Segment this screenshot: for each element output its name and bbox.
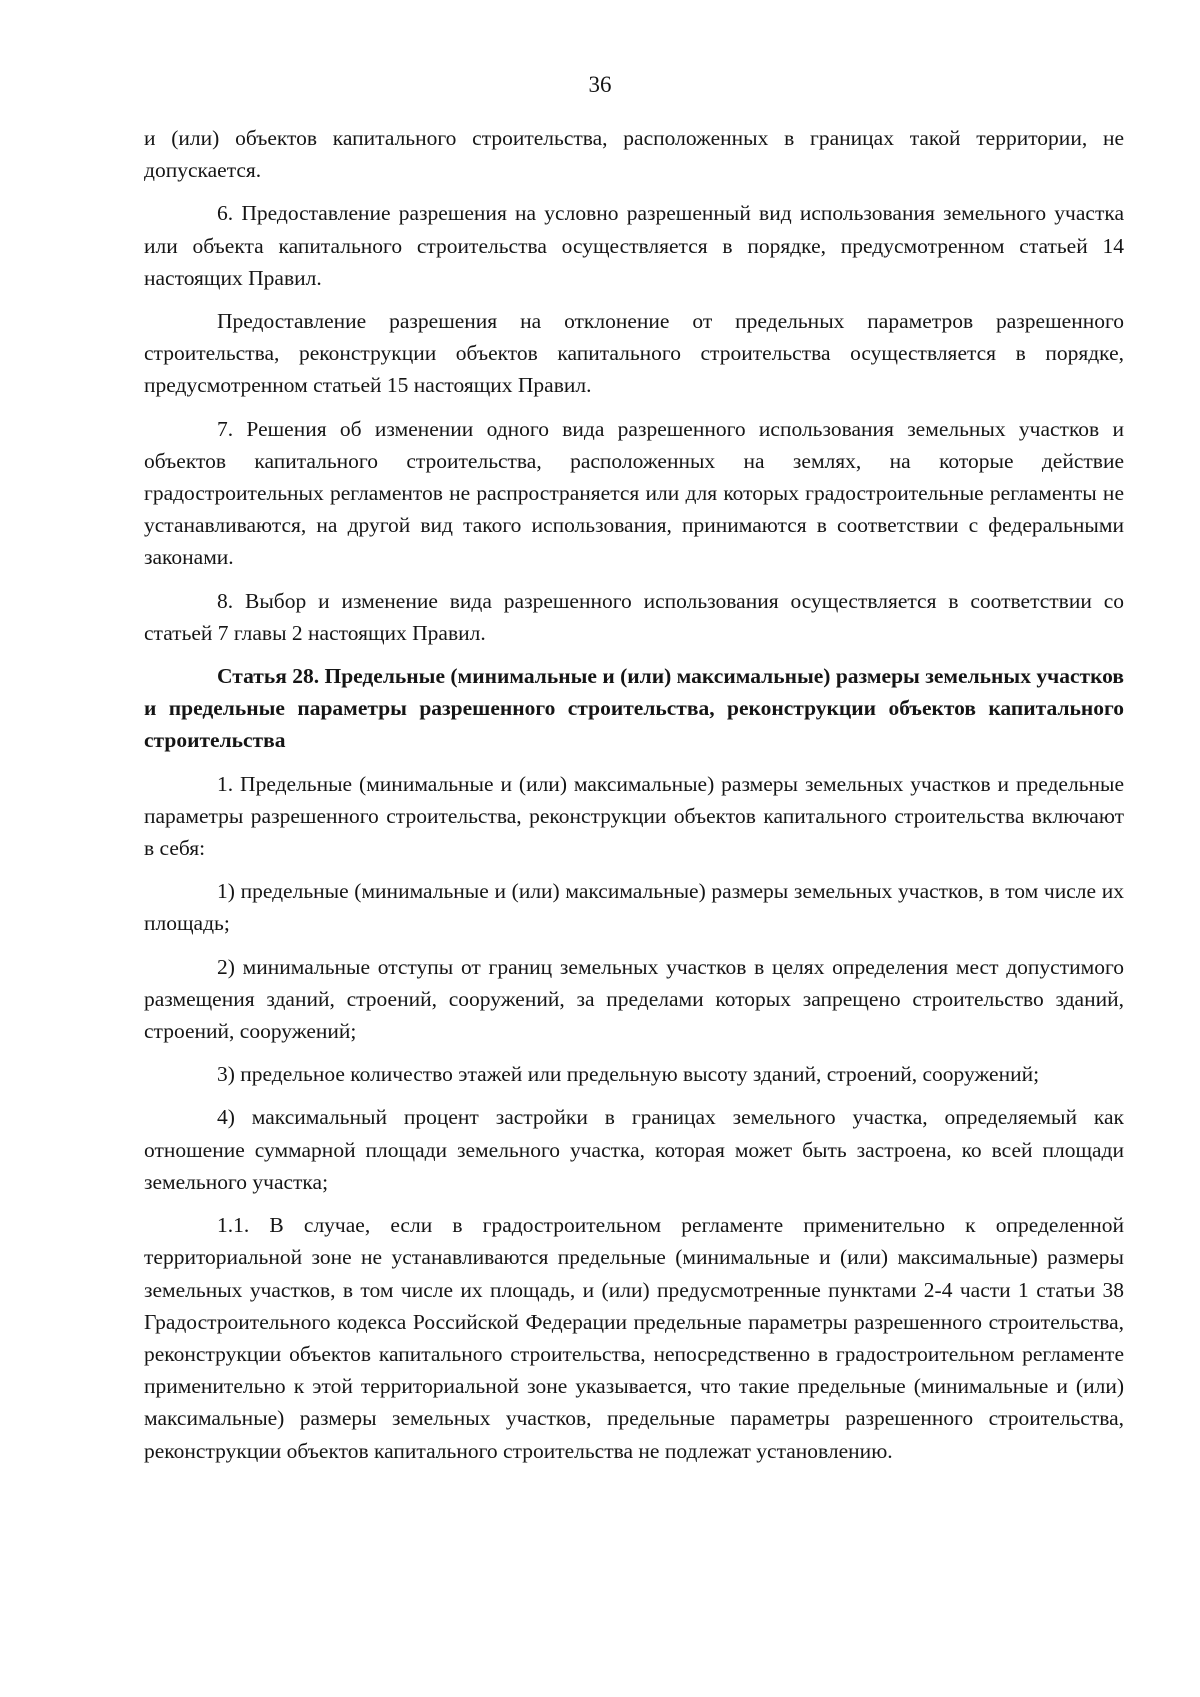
paragraph-deviation-permit: Предоставление разрешения на отклонение от предельных параметров разрешенного строительства, реконструкции объектов капитального строительства осуществляется в порядке, предусмотренном статьей 15 настоящих Правил. xyxy=(144,309,1124,398)
paragraph-item-6: 6. Предоставление разрешения на условно разрешенный вид использования земельного участка или объекта капитального строительства осуществляется в порядке, предусмотренном статьей 14 настоящих Правил. xyxy=(144,201,1124,290)
article-28-heading: Статья 28. Предельные (минимальные и (или) максимальные) размеры земельных участков и предельные параметры разрешенного строительства, реконструкции объектов капитального строительства xyxy=(144,664,1124,753)
page-number: 36 xyxy=(588,72,612,97)
paragraph-item-1-1: 1.1. В случае, если в градостроительном регламенте применительно к определенной территориальной зоне не устанавливаются предельные (минимальные и (или) максимальные) размеры земельных участков, в том числе их площадь, и (или) предусмотренные пунктами 2-4 части 1 статьи 38 Градостроительного кодекса Российской Федерации предельные параметры разрешенного строительства, реконструкции объектов капитального строительства, непосредственно в градостроительном регламенте применительно к этой территориальной зоне указывается, что такие предельные (минимальные и (или) максимальные) размеры земельных участков, предельные параметры разрешенного строительства, реконструкции объектов капитального строительства не подлежат установлению. xyxy=(144,1213,1124,1463)
paragraph-continuation: и (или) объектов капитального строительства, расположенных в границах такой территории, не допускается. xyxy=(144,126,1124,183)
paragraph-item-7: 7. Решения об изменении одного вида разрешенного использования земельных участков и объектов капитального строительства, расположенных на землях, на которые действие градостроительных регламентов не распространяется или для которых градостроительные регламенты не устанавливаются, на другой вид такого использования, принимаются в соответствии с федеральными законами. xyxy=(144,416,1124,570)
list-item-1: 1) предельные (минимальные и (или) максимальные) размеры земельных участков, в том числе их площадь; xyxy=(144,879,1124,936)
paragraph-article-28-item-1: 1. Предельные (минимальные и (или) максимальные) размеры земельных участков и предельные параметры разрешенного строительства, реконструкции объектов капитального строительства включают в себя: xyxy=(144,771,1124,861)
list-item-4: 4) максимальный процент застройки в границах земельного участка, определяемый как отношение суммарной площади земельного участка, которая может быть застроена, ко всей площади земельного участка; xyxy=(144,1105,1124,1194)
list-item-3: 3) предельное количество этажей или предельную высоту зданий, строений, сооружений; xyxy=(217,1062,1040,1087)
paragraph-item-8: 8. Выбор и изменение вида разрешенного использования осуществляется в соответствии со статьей 7 главы 2 настоящих Правил. xyxy=(144,588,1124,645)
list-item-2: 2) минимальные отступы от границ земельных участков в целях определения мест допустимого размещения зданий, строений, сооружений, за пределами которых запрещено строительство зданий, строений, сооружений; xyxy=(144,954,1124,1044)
document-body xyxy=(144,122,1124,1467)
